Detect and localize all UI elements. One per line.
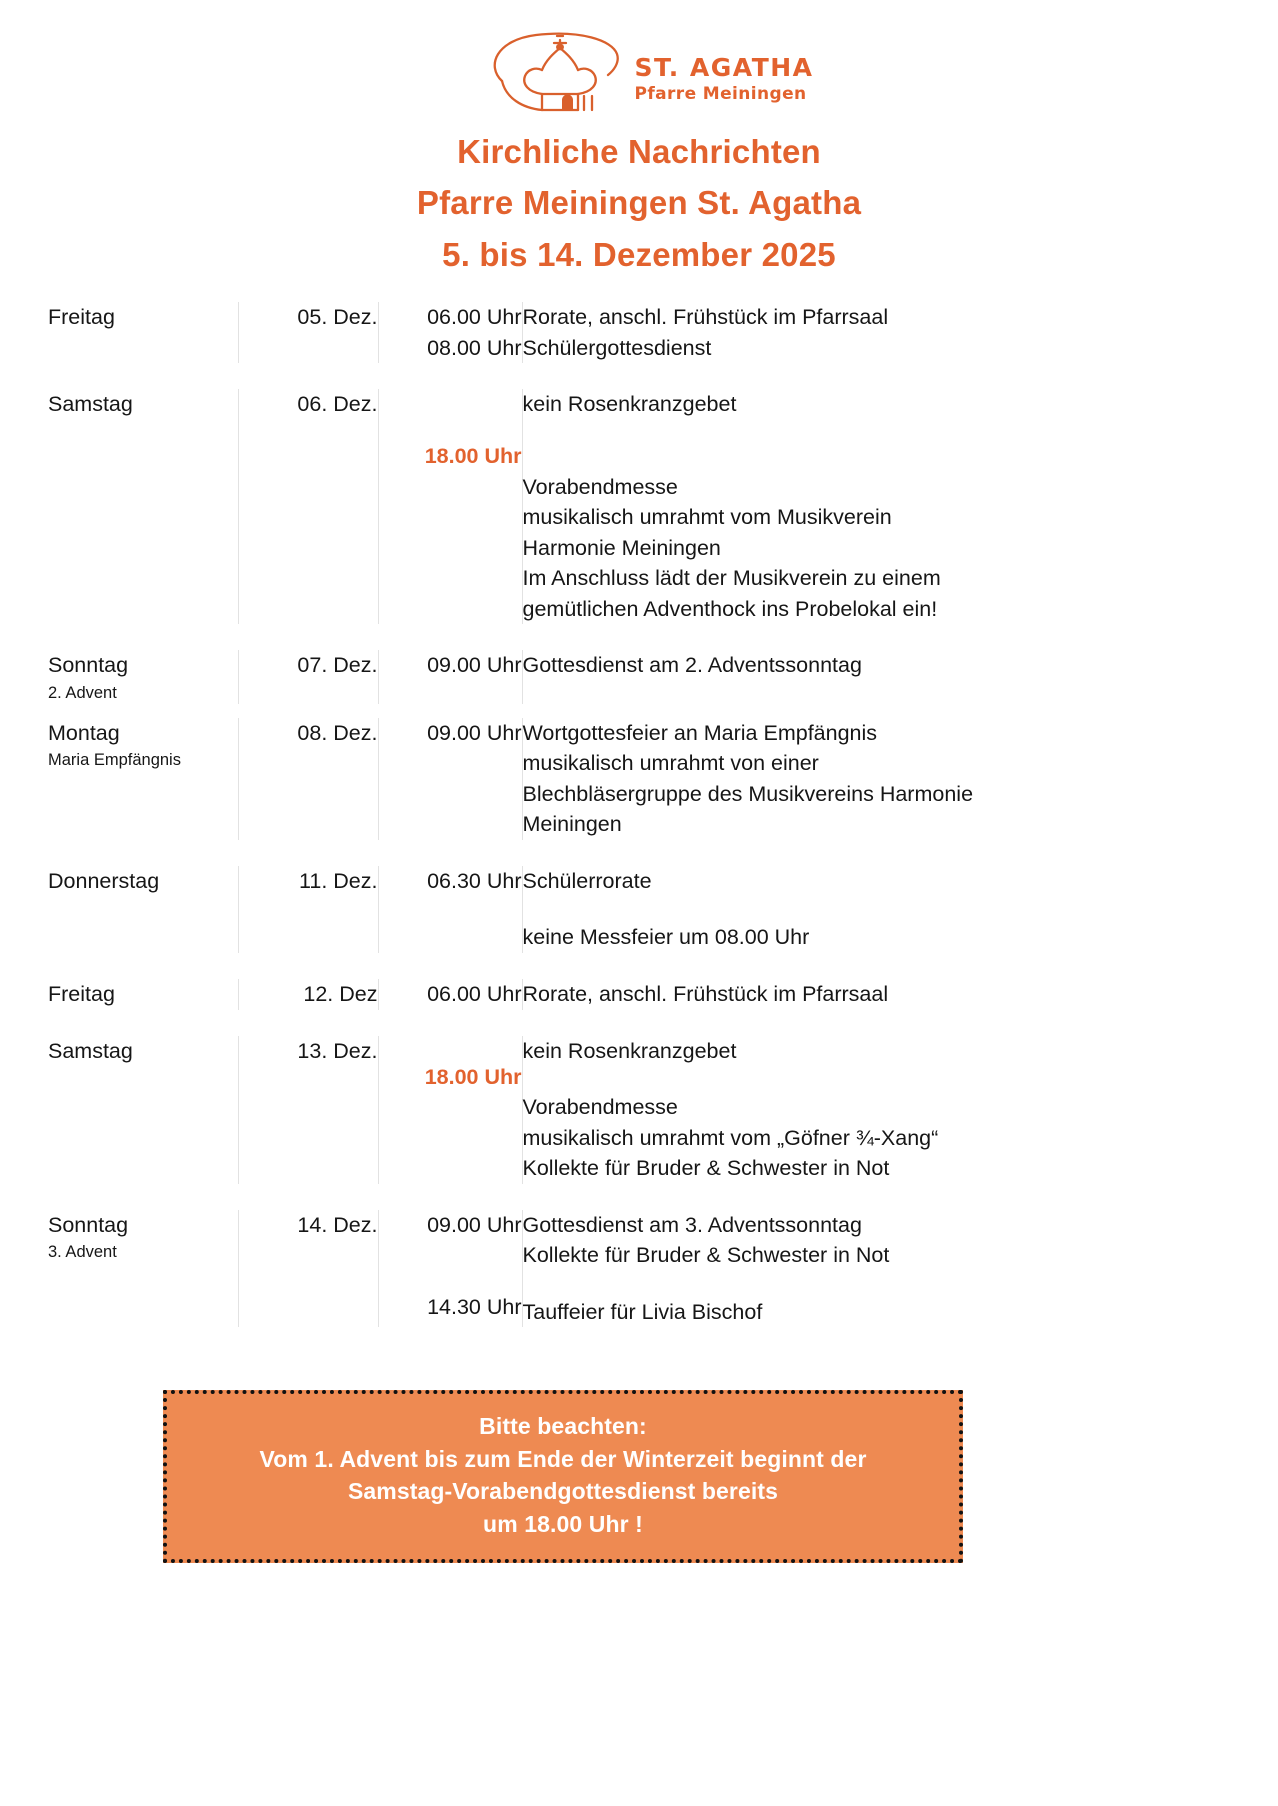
row-time — [378, 979, 522, 1010]
row-time — [378, 302, 522, 363]
desc-line: Gottesdienst am 2. Adventssonntag — [522, 653, 862, 678]
desc-line: keine Messfeier um 08.00 Uhr — [522, 925, 810, 950]
row-day — [48, 866, 238, 953]
desc-line: Gottesdienst am 3. Adventssonntag — [522, 1212, 862, 1237]
desc-line: musikalisch umrahmt vom Musikverein — [522, 505, 892, 530]
row-description — [522, 302, 1070, 363]
row-day — [48, 979, 238, 1010]
row-time — [378, 1210, 522, 1328]
row-time — [378, 718, 522, 840]
table-row — [48, 389, 1070, 624]
time-highlight: 18.00 Uhr — [424, 444, 522, 469]
row-day — [48, 389, 238, 624]
desc-line: Vorabendmesse — [522, 1095, 678, 1120]
row-description — [522, 650, 1070, 704]
logo-header — [0, 26, 1278, 116]
notice-line-4: um 18.00 Uhr ! — [483, 1510, 643, 1537]
row-day — [48, 718, 238, 840]
day-label: Montag — [48, 720, 120, 745]
desc-line: kein Rosenkranzgebet — [522, 392, 737, 417]
row-description — [522, 389, 1070, 624]
row-description — [522, 866, 1070, 953]
day-label: Samstag — [48, 392, 133, 417]
desc-line: Schülerrorate — [522, 868, 652, 893]
notice-line-3: Samstag-Vorabendgottesdienst bereits — [347, 1478, 779, 1505]
notice-box — [163, 1390, 963, 1563]
desc-gap — [523, 1066, 1071, 1092]
time-primary: 06.00 Uhr — [427, 982, 522, 1006]
desc-line: Rorate, anschl. Frühstück im Pfarrsaal — [522, 305, 889, 329]
row-spacer — [48, 624, 1070, 650]
day-subnote: Maria Empfängnis — [48, 751, 181, 770]
row-description — [522, 718, 1070, 840]
table-row — [48, 866, 1070, 953]
table-row — [48, 718, 1070, 840]
desc-line: Schülergottesdienst — [522, 335, 712, 360]
desc-line: Blechbläsergruppe des Musikvereins Harmonie — [522, 781, 974, 806]
row-day — [48, 1210, 238, 1328]
desc-line: Wortgottesfeier an Maria Empfängnis — [522, 720, 878, 745]
day-subnote: 2. Advent — [48, 683, 117, 702]
row-date: 13. Dez. — [238, 1036, 378, 1184]
row-description — [522, 1210, 1070, 1328]
notice-line-2: Vom 1. Advent bis zum Ende der Winterzeit beginnt der — [259, 1445, 867, 1472]
row-spacer — [48, 840, 1070, 866]
desc-line: Rorate, anschl. Frühstück im Pfarrsaal — [522, 982, 889, 1006]
row-time — [378, 389, 522, 624]
row-spacer — [48, 363, 1070, 389]
time-secondary: 08.00 Uhr — [427, 335, 522, 360]
time-primary: 06.00 Uhr — [427, 305, 522, 329]
day-label: Sonntag — [48, 1212, 129, 1237]
row-spacer — [48, 1184, 1070, 1210]
row-date: 07. Dez. — [238, 650, 378, 704]
day-label: Freitag — [48, 305, 115, 329]
row-spacer — [48, 953, 1070, 979]
desc-gap — [523, 1271, 1071, 1297]
time-primary: 09.00 Uhr — [427, 1212, 522, 1237]
church-outline-icon — [484, 26, 634, 116]
logo-subtitle: Pfarre Meiningen — [634, 84, 807, 105]
desc-line: Kollekte für Bruder & Schwester in Not — [522, 1156, 890, 1181]
time-primary: 09.00 Uhr — [427, 720, 522, 745]
row-spacer — [48, 1327, 1070, 1341]
time-gap — [379, 1266, 522, 1292]
desc-line: gemütlichen Adventhock ins Probelokal ein! — [522, 596, 938, 621]
time-highlight: 18.00 Uhr — [424, 1064, 522, 1089]
desc-line: musikalisch umrahmt von einer — [522, 751, 819, 776]
desc-line: Im Anschluss lädt der Musikverein zu einem — [522, 566, 941, 591]
row-date: 08. Dez. — [238, 718, 378, 840]
row-spacer — [48, 1010, 1070, 1036]
desc-line: Meiningen — [522, 812, 622, 837]
time-gap — [379, 1036, 522, 1062]
table-row — [48, 979, 1070, 1010]
desc-line: musikalisch umrahmt vom „Göfner ¾-Xang“ — [522, 1125, 939, 1150]
row-time — [378, 650, 522, 704]
time-gap — [379, 389, 522, 415]
time-gap — [379, 415, 522, 441]
desc-line: Tauffeier für Livia Bischof — [522, 1299, 763, 1324]
table-row — [48, 1210, 1070, 1328]
row-description — [522, 1036, 1070, 1184]
row-day — [48, 650, 238, 704]
page-title — [0, 126, 1278, 280]
desc-line: Harmonie Meiningen — [522, 535, 721, 560]
row-spacer — [48, 704, 1070, 718]
table-row — [48, 650, 1070, 704]
title-line-2: Pfarre Meiningen St. Agatha — [416, 184, 862, 222]
desc-line: kein Rosenkranzgebet — [522, 1038, 737, 1063]
day-label: Freitag — [48, 982, 115, 1006]
table-row — [48, 302, 1070, 363]
time-gap — [379, 1240, 522, 1266]
time-primary: 06.30 Uhr — [427, 868, 522, 893]
row-time — [378, 866, 522, 953]
row-date: 06. Dez. — [238, 389, 378, 624]
title-line-1: Kirchliche Nachrichten — [457, 133, 821, 170]
row-date: 11. Dez. — [238, 866, 378, 953]
row-date: 12. Dez — [238, 979, 378, 1010]
desc-line: Vorabendmesse — [522, 474, 678, 499]
row-date: 14. Dez. — [238, 1210, 378, 1328]
row-date: 05. Dez. — [238, 302, 378, 363]
day-label: Donnerstag — [48, 868, 160, 893]
desc-line: Kollekte für Bruder & Schwester in Not — [522, 1243, 890, 1268]
notice-line-1: Bitte beachten: — [479, 1413, 647, 1439]
row-day — [48, 1036, 238, 1184]
row-description — [522, 979, 1070, 1010]
schedule-table — [48, 302, 1070, 1341]
title-line-3: 5. bis 14. Dezember 2025 — [442, 235, 836, 273]
table-row — [48, 1036, 1070, 1184]
time-primary: 09.00 Uhr — [427, 653, 522, 678]
day-label: Samstag — [48, 1038, 133, 1063]
day-label: Sonntag — [48, 653, 129, 678]
day-subnote: 3. Advent — [48, 1243, 117, 1262]
desc-gap — [523, 446, 1071, 472]
row-time — [378, 1036, 522, 1184]
desc-gap — [523, 420, 1071, 446]
logo-title: ST. AGATHA — [634, 53, 814, 83]
desc-gap — [523, 896, 1071, 922]
time-secondary: 14.30 Uhr — [427, 1295, 522, 1320]
row-day — [48, 302, 238, 363]
